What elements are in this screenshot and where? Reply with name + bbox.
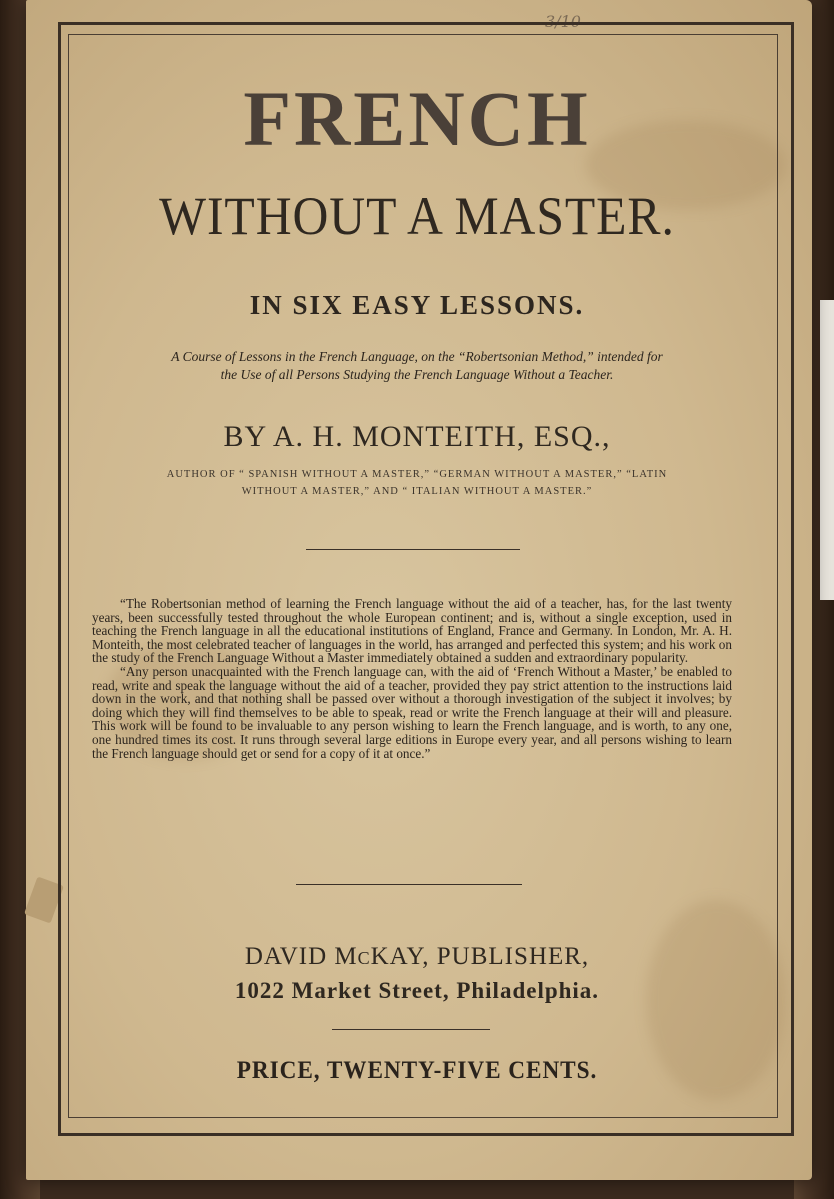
quote-paragraph-2: “Any person unacquainted with the French language can, with the aid of ‘French Without a Master,’ be enabled to read, write and speak the language without the aid of a teacher, provided they pay strict attention to the instructions laid down in the work, and that nothing shall be passed over without a thorough investigation of the subject it involves; by doing which they will find themselves to be able to speak, read or write the French language at their will and pleasure. This work will be found to be invaluable to any person wishing to learn the French language, and is worth, to any one, one hundred times its cost. It runs through several large editions in Europe every year, and all persons wishing to learn the French language should get or send for a copy of it at once.” [92,663,732,761]
author-works-line-2: WITHOUT A MASTER,” AND “ ITALIAN WITHOUT A MASTER.” [241,486,593,497]
publisher-name: DAVID McKAY, PUBLISHER, [244,943,590,970]
divider-rule [332,1029,490,1030]
price-line: PRICE, TWENTY-FIVE CENTS. [236,1057,598,1084]
author-works-line-1: AUTHOR OF “ SPANISH WITHOUT A MASTER,” “GERMAN WITHOUT A MASTER,” “LATIN [166,469,668,480]
course-line-2: the Use of all Persons Studying the French Language Without a Teacher. [220,367,614,382]
author-works [0,466,834,500]
cover-tagline: IN SIX EASY LESSONS. [249,290,585,320]
cover-title: FRENCH [243,75,591,162]
publisher-address: 1022 Market Street, Philadelphia. [234,978,600,1003]
divider-rule [306,549,520,550]
handwritten-note: 3/10 [545,12,581,31]
quote-paragraph-1: “The Robertsonian method of learning the French language without the aid of a teacher, has, for the last twenty years, been successfully tested throughout the whole European continent; and is, without a single exception, used in teaching the French language in all the educational institutions of England, France and Germany. In London, Mr. A. H. Monteith, the most celebrated teacher of languages in the world, has arranged and perfected this system; and his work on the study of the French Language Without a Master immediately obtained a sudden and extraordinary popularity. [92,596,732,666]
testimonial-quote [92,597,732,760]
author-line: BY A. H. MONTEITH, ESQ., [223,420,611,453]
cover-subtitle: WITHOUT A MASTER. [159,186,675,246]
divider-rule [296,884,522,885]
course-line-1: A Course of Lessons in the French Language, on the “Robertsonian Method,” intended for [171,349,663,364]
course-description [0,348,834,384]
